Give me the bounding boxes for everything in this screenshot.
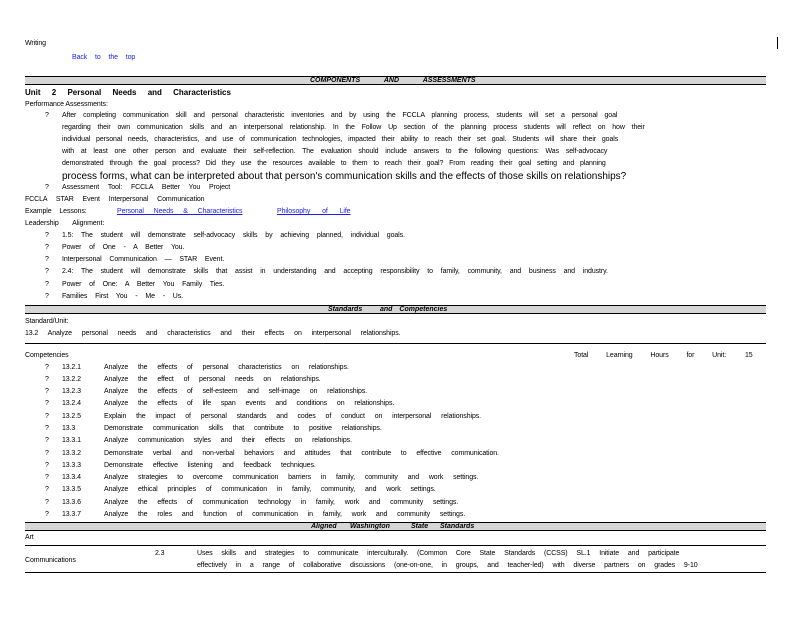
bullet-icon: ? [45,281,49,288]
bullet-icon: ? [45,112,49,119]
aligned-heading-3: State [411,523,429,530]
competency-text: Analyze the effects of life span events and conditions on relationships. [104,400,395,407]
bullet-icon: ? [45,268,49,275]
communications-number: 2.3 [155,550,165,557]
bullet-icon: ? [45,244,49,251]
standard-unit-label: Standard/Unit: [25,318,69,325]
competency-number: 13.3.6 [62,499,81,506]
standards-heading-1: Standards [328,306,363,313]
bullet-icon: ? [45,511,49,518]
competency-text: Demonstrate verbal and non-verbal behaviors and attitudes that contribute to effective communication. [104,450,499,457]
bullet-icon: ? [45,413,49,420]
bullet-icon: ? [45,499,49,506]
components-bar [25,76,766,85]
lesson-link-philosophy[interactable]: Philosophy of Life [277,208,351,215]
leadership-item: Families First You - Me - Us. [62,293,184,300]
competency-number: 13.2.5 [62,413,81,420]
performance-label: Performance Assessments: [25,101,108,108]
competency-text: Analyze the effects of personal characteristics on relationships. [104,364,349,371]
competencies-label: Competencies [25,352,69,359]
leadership-item: 2.4: The student will demonstrate skills that assist in understanding and accepting responsibility to family, community, and business and industry. [62,268,608,275]
competency-text: Demonstrate effective listening and feedback techniques. [104,462,316,469]
assessment-tool: Assessment Tool: FCCLA Better You Project [62,184,231,191]
lesson-link-personal-needs[interactable]: Personal Needs & Characteristics [117,208,243,215]
unit-title: Unit 2 Personal Needs and Characteristics [25,88,231,97]
bullet-icon: ? [45,400,49,407]
competency-number: 13.2.1 [62,364,81,371]
bullet-icon: ? [45,450,49,457]
communications-line-1: Uses skills and strategies to communicate interculturally. (Common Core State Standards (CCSS) SL.1 Initiate and participate [197,550,680,557]
competency-text: Explain the impact of personal standards and codes of conduct on interpersonal relationships. [104,413,481,420]
bullet-icon: ? [45,364,49,371]
competency-number: 13.2.2 [62,376,81,383]
aligned-heading-1: Aligned [311,523,337,530]
competency-text: Analyze ethical principles of communication in family, community, and work settings. [104,486,436,493]
bullet-icon: ? [45,474,49,481]
standards-heading-2: and Competencies [380,306,448,313]
text-cursor [777,37,778,49]
competency-number: 13.3.1 [62,437,81,444]
bullet-icon: ? [45,437,49,444]
communications-line-2: effectively in a range of collaborative discussions (one-on-one, in groups, and teacher-led) with diverse partners on grades 9-10 [197,562,698,569]
aligned-heading-2: Washington [350,523,390,530]
total-hours-label: Total Learning Hours for Unit: [574,352,727,359]
leadership-item: Power of One - A Better You. [62,244,185,251]
bullet-icon: ? [45,486,49,493]
competency-number: 13.2.3 [62,388,81,395]
competency-number: 13.3 [62,425,76,432]
leadership-label: Leadership Alignment: [25,220,105,227]
art-label: Art [25,534,34,541]
competency-number: 13.3.5 [62,486,81,493]
competency-text: Analyze communication styles and their effects on relationships. [104,437,352,444]
competency-text: Demonstrate communication skills that contribute to positive relationships. [104,425,382,432]
bullet-icon: ? [45,425,49,432]
bullet-icon: ? [45,376,49,383]
leadership-item: Power of One: A Better You Family Ties. [62,281,225,288]
competency-number: 13.3.2 [62,450,81,457]
section-title: Writing [25,40,46,47]
bullet-icon: ? [45,256,49,263]
competency-text: Analyze the effect of personal needs on relationships. [104,376,321,383]
back-to-top-link[interactable]: Back to the top [72,54,136,61]
leadership-item: Interpersonal Communication — STAR Event. [62,256,225,263]
example-lessons-label: Example Lessons: [25,208,87,215]
bullet-icon: ? [45,462,49,469]
divider [25,343,766,344]
competency-text: Analyze the roles and function of communication in family, work and community settings. [104,511,466,518]
bullet-icon: ? [45,232,49,239]
standard-text: 13.2 Analyze personal needs and characteristics and their effects on interpersonal relationships. [25,330,401,337]
bullet-icon: ? [45,293,49,300]
communications-label: Communications [25,557,76,564]
bullet-icon: ? [45,388,49,395]
competency-text: Analyze the effects of self-esteem and self-image on relationships. [104,388,368,395]
aligned-heading-4: Standards [440,523,475,530]
competency-number: 13.3.4 [62,474,81,481]
competency-text: Analyze strategies to overcome communication barriers in family, community and work settings. [104,474,479,481]
aligned-standards-bar [25,522,766,531]
competency-text: Analyze the effects of communication technology in family, work and community settings. [104,499,459,506]
competency-number: 13.3.7 [62,511,81,518]
competency-number: 13.2.4 [62,400,81,407]
divider [25,545,766,546]
divider [25,572,766,573]
fccla-star-event: FCCLA STAR Event Interpersonal Communication [25,196,205,203]
components-heading: COMPONENTS AND ASSESSMENTS [310,77,476,84]
bullet-icon: ? [45,184,49,191]
leadership-item: 1.5: The student will demonstrate self-advocacy skills by achieving planned, individual goals. [62,232,405,239]
competency-number: 13.3.3 [62,462,81,469]
standards-bar [25,305,766,314]
total-hours-value: 15 [745,352,753,359]
